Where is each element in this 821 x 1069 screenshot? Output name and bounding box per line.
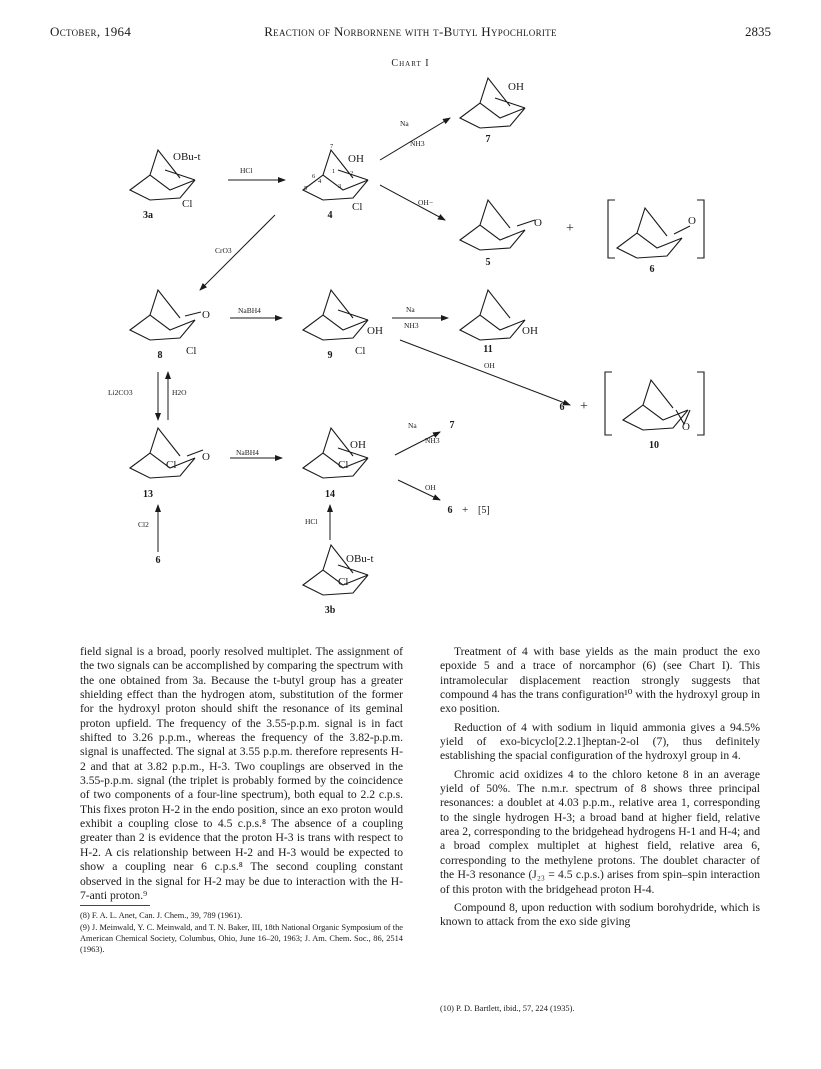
compound-number: 9 xyxy=(327,350,333,361)
structure-5 xyxy=(460,200,535,250)
compound-number: 6 xyxy=(447,505,453,516)
atom-label: O xyxy=(202,451,210,463)
atom-label: OH xyxy=(522,325,538,337)
position-number: 3 xyxy=(338,183,342,190)
structure-11 xyxy=(460,290,525,340)
reagent-label: NH3 xyxy=(404,321,419,330)
compound-number: 10 xyxy=(649,440,659,451)
reagent-label: Na xyxy=(406,305,415,314)
paragraph: Chromic acid oxidizes 4 to the chloro ketone 8 in an average yield of 50%. The n.m.r. spectrum of 8 shows three principal resonances: a doublet at 4.03 p.p.m., relative area 1, corresponding to the single hydrogen H-3; a broad band at higher field, relative area 2, corresponding to the bridgehead hydrogens H-1 and H-4; and a broad complex multiplet at highest field, relative area 6, corresponding to the methylene protons. The doublet character of the H-3 resonance (J₂₃ = 4.5 c.p.s.) arises from spin–spin interaction of this proton with the bridgehead proton H-4. xyxy=(440,767,760,896)
position-number: 4 xyxy=(318,178,322,185)
compound-number: 6 xyxy=(649,264,655,275)
compound-number: 4 xyxy=(327,210,333,221)
structure-14 xyxy=(303,428,368,478)
position-number: 6 xyxy=(312,173,316,180)
footnote-8: (8) F. A. L. Anet, Can. J. Chem., 39, 789 (1961). xyxy=(80,911,243,921)
atom-label: OH xyxy=(350,439,366,451)
atom-label: Cl xyxy=(352,201,363,213)
arrow-4-to-8 xyxy=(200,215,275,290)
bracketed-compound: [5] xyxy=(478,505,490,516)
footnote-rule xyxy=(80,905,150,906)
compound-number: 7 xyxy=(449,420,455,431)
atom-label: Cl xyxy=(186,345,197,357)
paragraph: field signal is a broad, poorly resolved multiplet. The assignment of the two signals can be accomplished by comparing the spectrum with the one obtained from 3a. Because the t-butyl group has a greater shielding effect than the hydrogen atom, substitution of the former for the hydroxyl proton should shift the resonance of its geminal proton upfield. The frequency of the 3.55-p.p.m. signal is in fact shifted to 3.26 p.p.m., whereas the frequency of the 3.82-p.p.m. signal is unaffected. The signal at 3.55 p.p.m. therefore represents H-2 and that at 3.82 p.p.m., H-3. Two couplings are observed in the 3.55-p.p.m. signal (the triplet is probably formed by the coincidence of two components of a four-line spectrum), both equal to 2.2 c.p.s. This fixes proton H-2 in the endo position, since an exo proton would exhibit a coupling close to 4.5 c.p.s.⁸ The absence of a coupling greater than 2 is evidence that the proton H-3 is trans with respect to H-2. A cis relationship between H-2 and H-3 would be expected to show a coupling near 6 c.p.s.⁸ The second coupling constant observed in the signal for H-2 may be due to interaction with the H-7-anti proton.⁹ xyxy=(80,645,403,902)
reagent-label: Cl2 xyxy=(138,520,149,529)
position-number: 7 xyxy=(330,143,334,150)
reagent-label: NH3 xyxy=(410,139,425,148)
atom-label: O xyxy=(534,217,542,229)
compound-number: 3a xyxy=(143,210,153,221)
compound-number: 6 xyxy=(155,555,161,566)
compound-number: 3b xyxy=(324,605,336,616)
reagent-label: OH− xyxy=(418,198,434,207)
footnote-10: (10) P. D. Bartlett, ibid., 57, 224 (1935). xyxy=(440,1004,575,1013)
compound-number: 11 xyxy=(483,344,493,355)
reagent-label: CrO3 xyxy=(215,246,232,255)
right-column xyxy=(440,645,760,930)
compound-number: 7 xyxy=(485,134,491,145)
atom-label: OH xyxy=(367,325,383,337)
compound-number: 13 xyxy=(143,489,153,500)
reagent-label: Na xyxy=(400,119,409,128)
reaction-arrows xyxy=(158,118,570,552)
plus-sign: + xyxy=(566,221,574,236)
reagent-label: Li2CO3 xyxy=(108,388,133,397)
atom-label: O xyxy=(202,309,210,321)
structure-9 xyxy=(303,290,368,340)
arrow-4-to-5 xyxy=(380,185,445,220)
reagent-label: OH xyxy=(425,483,436,492)
atom-label: Cl xyxy=(338,459,349,471)
atom-label: Cl xyxy=(355,345,366,357)
structure-10 xyxy=(623,380,690,430)
structure-8 xyxy=(130,290,201,340)
reagent-label: NaBH4 xyxy=(236,448,259,457)
reagent-label: NH3 xyxy=(425,436,440,445)
atom-label: Cl xyxy=(166,459,177,471)
compound-number: 14 xyxy=(325,489,335,500)
page-number: 2835 xyxy=(745,24,771,39)
atom-label: Cl xyxy=(338,576,349,588)
footnote-9: (9) J. Meinwald, Y. C. Meinwald, and T. N. Baker, III, 18th National Organic Symposium of the American Chemical Society, Columbus, Ohio, June 16–20, 1963; J. Am. Chem. Soc., 86, 2514 (1963). xyxy=(80,923,403,955)
atom-label: OBu-t xyxy=(173,151,201,163)
chart-title: Chart I xyxy=(391,58,430,69)
position-number: 1 xyxy=(332,168,336,175)
reagent-label: HCl xyxy=(305,517,318,526)
atom-label: O xyxy=(688,215,696,227)
atom-label: OH xyxy=(348,153,364,165)
paragraph: Reduction of 4 with sodium in liquid ammonia gives a 94.5% yield of exo-bicyclo[2.2.1]heptan-2-ol (7), thus definitely establishing the spacial configuration of the hydroxyl group in 4. xyxy=(440,720,760,763)
reagent-label: HCl xyxy=(240,166,253,175)
reagent-label: H2O xyxy=(172,388,187,397)
header-date: October, 1964 xyxy=(50,24,132,39)
position-number: 5 xyxy=(304,185,308,192)
compound-number: 5 xyxy=(485,257,491,268)
paragraph: Compound 8, upon reduction with sodium borohydride, which is known to attack from the exo side giving xyxy=(440,900,760,929)
compound-number: 8 xyxy=(157,350,163,361)
compound-number: 6 xyxy=(559,402,565,413)
atom-label: Cl xyxy=(182,198,193,210)
reagent-label: OH xyxy=(484,361,495,370)
plus-sign: + xyxy=(580,399,588,414)
atom-label: O xyxy=(682,421,690,433)
reagent-label: Na xyxy=(408,421,417,430)
header-title: Reaction of Norbornene with t-Butyl Hypochlorite xyxy=(264,24,557,39)
structure-6 xyxy=(617,208,690,258)
atom-label: OBu-t xyxy=(346,553,374,565)
paragraph: Treatment of 4 with base yields as the main product the exo epoxide 5 and a trace of norcamphor (6) (see Chart I). This intramolecular displacement reaction strongly suggests that compound 4 has the trans configuration¹⁰ with the hydroxyl group in exo position. xyxy=(440,645,760,716)
position-number: 2 xyxy=(350,170,354,177)
left-column xyxy=(80,645,403,955)
atom-label: OH xyxy=(508,81,524,93)
plus-sign: + xyxy=(462,504,469,516)
reagent-label: NaBH4 xyxy=(238,306,261,315)
